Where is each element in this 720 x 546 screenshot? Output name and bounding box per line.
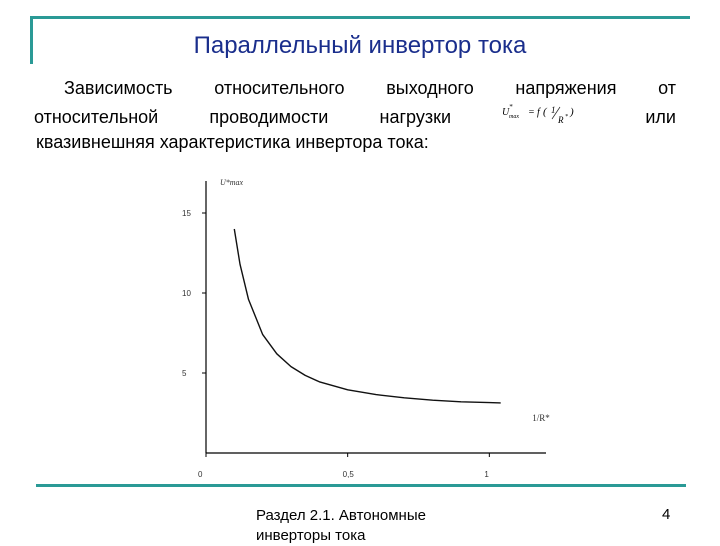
word: напряжения bbox=[515, 78, 617, 98]
quasi-external-characteristic-chart bbox=[170, 160, 570, 480]
svg-text:f: f bbox=[537, 107, 540, 118]
bottom-rule bbox=[36, 484, 686, 487]
series-line bbox=[234, 229, 500, 403]
y-tick-label: 15 bbox=[182, 209, 191, 218]
svg-text:U: U bbox=[502, 107, 510, 118]
y-axis-label: U*max bbox=[220, 178, 244, 187]
x-axis-label: 1/R* bbox=[532, 413, 550, 423]
svg-text:R: R bbox=[558, 115, 564, 125]
word: относительного bbox=[214, 78, 345, 98]
x-tick-label: 1 bbox=[484, 470, 489, 479]
word: относительной bbox=[34, 107, 159, 127]
svg-text:max: max bbox=[509, 114, 520, 120]
body-paragraph bbox=[34, 76, 676, 155]
word: выходного bbox=[386, 78, 474, 98]
top-rule bbox=[30, 16, 690, 19]
svg-text:*: * bbox=[509, 103, 513, 111]
word: проводимости bbox=[209, 107, 329, 127]
svg-text:=: = bbox=[528, 107, 535, 118]
paragraph-line-1 bbox=[34, 76, 676, 101]
word: или bbox=[645, 107, 676, 127]
paragraph-line-2 bbox=[34, 101, 676, 130]
slide-title: Параллельный инвертор тока bbox=[193, 32, 527, 59]
x-tick-label: 0,5 bbox=[342, 470, 354, 479]
formula-image bbox=[502, 103, 594, 125]
page-number: 4 bbox=[662, 506, 671, 523]
svg-text:*: * bbox=[565, 114, 569, 120]
word: нагрузки bbox=[379, 107, 452, 127]
svg-text:(: ( bbox=[543, 106, 547, 118]
x-tick-label: 0 bbox=[198, 470, 203, 479]
y-tick-label: 5 bbox=[182, 369, 187, 378]
footer-section: Раздел 2.1. Автономные инверторы тока bbox=[256, 507, 426, 544]
word: Зависимость bbox=[64, 78, 173, 98]
paragraph-line-3: квазивнешняя характеристика инвертора тока: bbox=[36, 132, 429, 152]
svg-text:): ) bbox=[570, 106, 574, 118]
svg-text:1: 1 bbox=[551, 105, 556, 115]
word: от bbox=[658, 78, 676, 98]
y-tick-label: 10 bbox=[182, 289, 191, 298]
